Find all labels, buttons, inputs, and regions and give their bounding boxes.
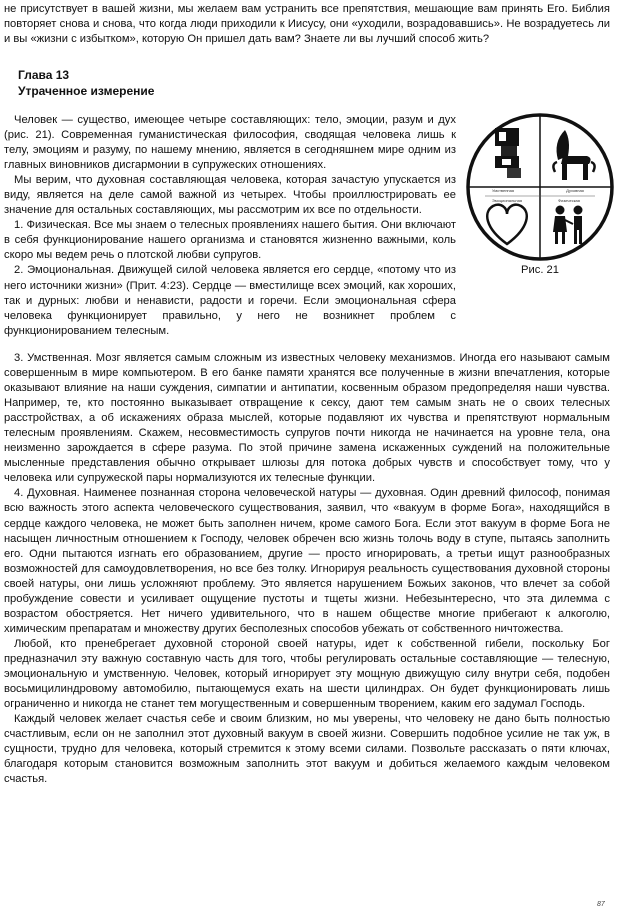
heart-icon xyxy=(487,205,527,244)
paragraph: 2. Эмоциональная. Движущей силой человека является его сердце, «потому что из него источники жизни» (Прит. 4:23). Сердце — вместилище всех эмоций, как хороших, так и дурных: любви и ненависти, радости и горечи. Если эмоциональная сфера человека функционирует правильно, у него не возникнет проблем с функционированием телесным. xyxy=(4,264,456,337)
paragraph: Человек — существо, имеющее четыре составляющих: тело, эмоции, разум и дух (рис. 21). Современная гуманистическая философия, сводящая человека лишь к телу, эмоциям и разуму, по нашему мнению, является в сегодняшнем мире одним из главных виновников дисгармонии в супружеских отношениях. xyxy=(4,114,456,172)
four-quadrant-circle-diagram xyxy=(465,112,615,262)
paragraph: 1. Физическая. Все мы знаем о телесных проявлениях нашего бытия. Они включают в себя функционирование нашего организма и становятся жизненно важными, коль скоро мы ведем речь о плотской любви супругов. xyxy=(4,219,456,262)
quadrant-label-mental: Умственная xyxy=(491,188,515,193)
intro-paragraph: не присутствует в вашей жизни, мы желаем вам устранить все препятствия, мешающие вам принять Его. Библия повторяет снова и снова, что когда люди приходили к Иисусу, они «уходили, возрадовавшись». Не возрадуетесь ли и вы «жизни с избытком», которую Он пришел дать вам? Знаете ли вы лучший способ жить? xyxy=(4,3,610,46)
figure-caption: Рис. 21 xyxy=(521,264,559,276)
paragraph: 4. Духовная. Наименее познанная сторона человеческой натуры — духовная. Один древний философ, понимая всю важность этого аспекта человеческого существования, заявил, что «вакуум в форме Бога», находящийся в сердце каждого человека, не может быть заполнен ничем, кроме самого Бога. Если этот вакуум в форме Бога не насыщен личностным отношением к Господу, человек обречен всю жизнь толочь воду в ступе, пытаясь заполнить его. Одни пытаются изгнать его образованием, другие — просто игнорировать, а третьи ищут разнообразных возможностей для самоудовлетворения, но все без толку. Игнорируя реальность существования духовной стороны своей натуры, они лишь усложняют проблему. Это является нарушением Божьих законов, что влечет за собой пробуждение совести и усиливает ощущение пустоты и тщеты жизни. Небезынтересно, что эта дилемма с возрастом обостряется. Нет ничего удивительного, что в нашем обществе многие прибегают к алкоголю, химическим препаратам и множеству других бесполезных способов убежать от собственного ничтожества. xyxy=(4,487,610,635)
paragraph: Каждый человек желает счастья себе и своим близким, но мы уверены, что человеку не дано быть полностью счастливым, если он не заполнил этот духовный вакуум в своей жизни. Совершить подобное усилие не так уж, в сущности, трудно для человека, который стремится к этому всеми силами. Позвольте рассказать о пяти ключах, благодаря которым становится возможным заполнить этот вакуум и добиться желаемого каждым человеком счастья. xyxy=(4,713,610,786)
paragraph: 3. Умственная. Мозг является самым сложным из известных человеку механизмов. Иногда его называют самым совершенным в мире компьютером. В его банке памяти хранятся все полученные в жизни впечатления, которые оказывают влияние на наши суждения, симпатии и антипатии, косвенным образом предопределяя наши чувства. Например, те, кто постоянно выказывает отвращение к сексу, дают тем самым знать не о своих телесных расстройствах, а об искажениях образа мыслей, которые подавляют их чувства и препятствуют нормальным телесным проявлениям. Скажем, несовместимость супругов почти никогда не начинается на уровне тела, она неизменно зарождается в сфере разума. По этой причине замена искаженных суждений на положительные мысленные представления обычно открывает шлюзы для потока добрых чувств и способствует тому, что у человека или супружеской пары нормализуются их телесные функции. xyxy=(4,352,610,485)
chapter-title: Утраченное измерение xyxy=(18,84,155,98)
body-text-left-column xyxy=(4,113,456,339)
quadrant-label-spiritual: Духовная xyxy=(566,188,584,193)
brain-blocks-icon xyxy=(495,128,521,178)
page-number: 87 xyxy=(597,901,605,908)
paragraph: Мы верим, что духовная составляющая человека, которая зачастую упускается из виду, является на деле самой важной из четырех. Чтобы проиллюстрировать ее значение для остальных составляющих, мы рассмотрим их все по отдельности. xyxy=(4,174,456,217)
chapter-heading xyxy=(18,67,154,99)
quadrant-label-emotional: Эмоциональная xyxy=(491,198,523,203)
paragraph: Любой, кто пренебрегает духовной стороной своей натуры, идет к собственной гибели, поскольку Бог предназначил эту важную составную часть для того, чтобы регулировать остальные составляющие — телесную, эмоциональную и умственную. Человек, который игнорирует эту мощную движущую силу внутри себя, подобен восьмицилиндровому автомобилю, пытающемуся ехать на шести цилиндрах. Он будет функционировать лишь ограниченно и никогда не станет тем могущественным и совершенным творением, каким его задумал Господь. xyxy=(4,637,610,711)
quadrant-label-physical: Физическая xyxy=(558,198,580,203)
body-text-full-width xyxy=(4,351,610,787)
couple-icon xyxy=(553,206,583,245)
throne-chair-icon xyxy=(553,130,594,180)
figure-four-components xyxy=(465,112,615,282)
chapter-number: Глава 13 xyxy=(18,68,70,82)
